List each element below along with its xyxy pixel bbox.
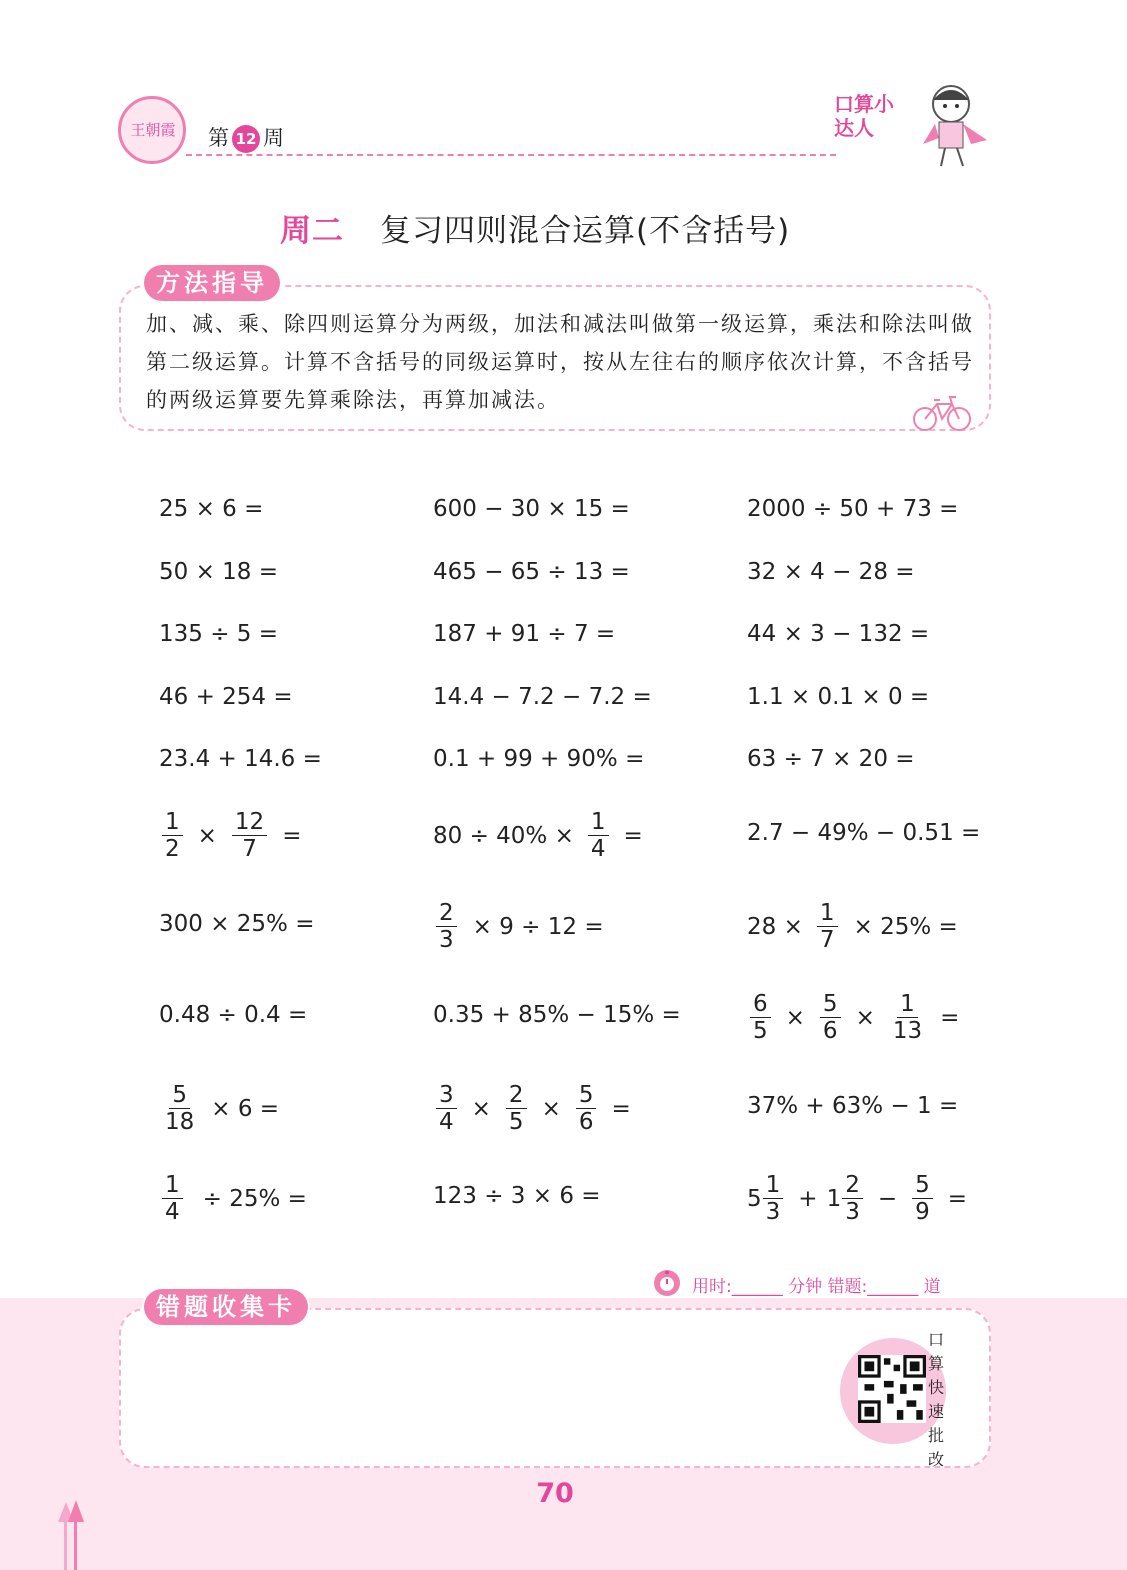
fraction: $\frac{5}{9}$ <box>912 1172 933 1225</box>
fraction: $\frac{5}{6}$ <box>576 1082 597 1135</box>
problem-5-2: 0.1 + 99 + 90% = <box>433 746 645 772</box>
method-tag: 方法指导 <box>144 265 280 301</box>
problem-1-3: 2000 ÷ 50 + 73 = <box>747 496 959 522</box>
fraction: $\frac{2}{5}$ <box>506 1082 527 1135</box>
problem-9-2: $\frac{3}{4}$ × $\frac{2}{5}$ × $\frac{5}{6}$ = <box>430 1082 640 1135</box>
week-number-badge: 12 <box>232 125 260 153</box>
fraction: $\frac{6}{5}$ <box>750 991 771 1044</box>
problem-3-1: 135 ÷ 5 = <box>159 621 279 647</box>
page-number: 70 <box>536 1478 574 1509</box>
fraction: $\frac{1}{4}$ <box>588 809 609 862</box>
problem-5-1: 23.4 + 14.6 = <box>159 746 322 772</box>
week-label: 第 12 周 <box>208 122 284 153</box>
method-text: 加、减、乘、除四则运算分为两级，加法和减法叫做第一级运算，乘法和除法叫做第二级运算。计算不含括号的同级运算时，按从左往右的顺序依次计算，不含括号的两级运算要先算乘除法，再算加减法。 <box>146 312 974 412</box>
stopwatch-icon <box>654 1270 680 1296</box>
fraction: $\frac{1}{2}$ <box>162 809 183 862</box>
fraction: $\frac{1}{7}$ <box>817 900 838 953</box>
fraction: $\frac{3}{4}$ <box>436 1082 457 1135</box>
time-record: 用时:______ 分钟 错题:______ 道 <box>692 1277 941 1297</box>
fraction: $\frac{5}{18}$ <box>165 1082 195 1135</box>
problem-3-2: 187 + 91 ÷ 7 = <box>433 621 616 647</box>
problem-7-3: 28 × $\frac{1}{7}$ × 25% = <box>747 900 958 953</box>
bicycle-icon <box>912 392 972 432</box>
fraction: $\frac{5}{6}$ <box>820 991 841 1044</box>
title-day: 周二 <box>280 213 344 249</box>
fraction: $\frac{12}{7}$ <box>232 809 267 862</box>
qr-label: 口算快速批改 <box>928 1330 945 1469</box>
problem-9-3: 37% + 63% − 1 = <box>747 1093 959 1119</box>
problem-5-3: 63 ÷ 7 × 20 = <box>747 746 915 772</box>
fraction: $\frac{1}{3}$ <box>763 1172 784 1225</box>
problem-1-2: 600 − 30 × 15 = <box>433 496 630 522</box>
problem-7-1: 300 × 25% = <box>159 911 315 937</box>
problem-1-1: 25 × 6 = <box>159 496 264 522</box>
problem-3-3: 44 × 3 − 132 = <box>747 621 930 647</box>
qr-code-icon <box>858 1355 926 1423</box>
title-topic: 复习四则混合运算(不含括号) <box>380 213 791 249</box>
problem-6-3: 2.7 − 49% − 0.51 = <box>747 820 981 846</box>
problem-10-2: 123 ÷ 3 × 6 = <box>433 1183 601 1209</box>
problem-9-1: $\frac{5}{18}$ × 6 = <box>156 1082 279 1135</box>
problem-6-2: 80 ÷ 40% × $\frac{1}{4}$ = <box>433 809 643 862</box>
cartoon-girl-icon <box>905 80 997 168</box>
problem-4-1: 46 + 254 = <box>159 684 293 710</box>
page-title <box>280 205 790 250</box>
problem-7-2: $\frac{2}{3}$ × 9 ÷ 12 = <box>430 900 604 953</box>
fraction: $\frac{1}{13}$ <box>892 991 923 1044</box>
problem-4-3: 1.1 × 0.1 × 0 = <box>747 684 930 710</box>
problem-10-1: $\frac{1}{4}$ ÷ 25% = <box>156 1172 307 1225</box>
arrow-decoration-icon <box>52 1498 92 1570</box>
problem-2-3: 32 × 4 − 28 = <box>747 559 915 585</box>
header-divider <box>186 154 836 156</box>
problem-4-2: 14.4 − 7.2 − 7.2 = <box>433 684 652 710</box>
problem-8-2: 0.35 + 85% − 15% = <box>433 1002 681 1028</box>
problem-8-3: $\frac{6}{5}$ × $\frac{5}{6}$ × $\frac{1}{13}$ = <box>744 991 968 1044</box>
fraction: $\frac{2}{3}$ <box>842 1172 863 1225</box>
problem-6-1: $\frac{1}{2}$ × $\frac{12}{7}$ = <box>156 809 310 862</box>
problem-10-3: 5 $\frac{1}{3}$ + 1 $\frac{2}{3}$ − $\frac{5}{9}$ = <box>747 1172 968 1225</box>
problem-8-1: 0.48 ÷ 0.4 = <box>159 1002 308 1028</box>
problem-2-2: 465 − 65 ÷ 13 = <box>433 559 630 585</box>
publisher-logo-text: 王朝霞 <box>130 121 176 139</box>
fraction: $\frac{2}{3}$ <box>436 900 457 953</box>
wrong-answer-tag: 错题收集卡 <box>144 1289 308 1325</box>
problem-2-1: 50 × 18 = <box>159 559 279 585</box>
fraction: $\frac{1}{4}$ <box>162 1172 183 1225</box>
brand-logo: 口算小达人 <box>834 92 894 140</box>
